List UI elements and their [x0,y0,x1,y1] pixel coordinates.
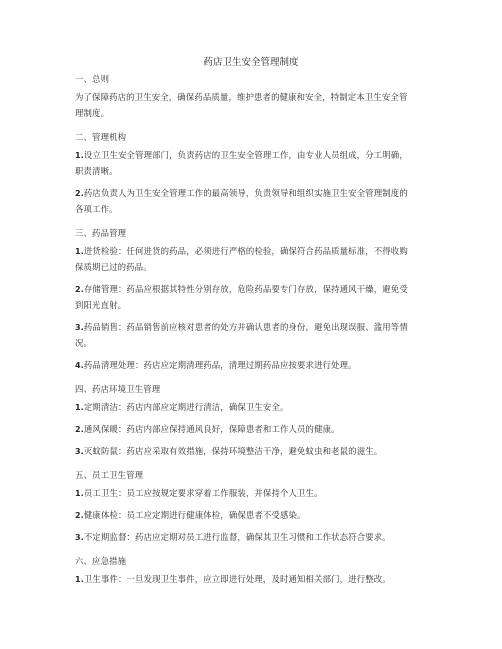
line-text: 为了保障药店的卫生安全，确保药品质量，维护患者的健康和安全，特制定本卫生安全管 [75,92,408,102]
list-number: 3. [75,323,84,332]
text-line [75,319,433,336]
line-text: 药品销售：药品销售前应核对患者的处方并确认患者的身份，避免出现误服、滥用等情 [83,322,408,332]
text-line [75,185,433,202]
line-text: 六、应急措施 [75,556,127,566]
list-number: 1. [75,247,84,256]
list-number: 2. [75,425,84,434]
text-line [75,105,433,121]
text-line [75,243,433,260]
text-line [75,259,433,275]
line-text: 四、药店环境卫生管理 [75,384,161,394]
line-text: 各项工作。 [75,204,118,214]
list-number: 2. [75,285,84,294]
text-line [75,89,433,105]
line-text: 健康体检：员工应定期进行健康体检，确保患者不受感染。 [83,510,306,520]
line-text: 员工卫生：员工应按规定要求穿着工作服装，并保持个人卫生。 [83,488,323,498]
text-line [75,335,433,351]
line-text: 职责清晰。 [75,166,118,176]
list-number: 1. [75,575,84,584]
text-line [75,201,433,217]
text-line [75,571,433,588]
text-line [75,71,433,87]
text-line [75,529,433,546]
line-text: 况。 [75,338,93,348]
line-text: 五、员工卫生管理 [75,470,144,480]
text-line [75,507,433,524]
document-title: 药店卫生安全管理制度 [203,57,299,68]
line-text: 一、总则 [75,74,110,84]
text-line [75,553,433,569]
list-number: 1. [75,151,84,160]
line-text: 进货检验：任何进货的药品，必须进行严格的检验，确保符合药品质量标准，不得收购 [83,246,408,256]
line-text: 存储管理：药品应根据其特性分别存放，危险药品要专门存放，保持通风干燥，避免受 [83,284,408,294]
text-line [75,357,433,374]
text-line [75,421,433,438]
line-text: 药店负责人为卫生安全管理工作的最高领导，负责领导和组织实施卫生安全管理制度的 [83,188,408,198]
list-number: 2. [75,189,84,198]
line-text: 设立卫生安全管理部门，负责药店的卫生安全管理工作，由专业人员组成，分工明确， [83,150,408,160]
text-line [75,297,433,313]
line-text: 三、药品管理 [75,228,127,238]
text-line [75,467,433,483]
text-line [75,443,433,460]
text-line [75,225,433,241]
list-number: 2. [75,511,84,520]
text-line [75,163,433,179]
line-text: 保质期已过的药品。 [75,262,152,272]
list-number: 1. [75,403,84,412]
line-text: 药品清理处理：药店应定期清理药品，清理过期药品应按要求进行处理。 [83,360,357,370]
list-number: 4. [75,361,84,370]
list-number: 3. [75,533,84,542]
line-text: 卫生事件：一旦发现卫生事件，应立即进行处理，及时通知相关部门，进行整改。 [83,574,391,584]
list-number: 1. [75,489,84,498]
text-line [75,147,433,164]
line-text: 到阳光直射。 [75,300,127,310]
line-text: 通风保暖：药店内部应保持通风良好，保障患者和工作人员的健康。 [83,424,340,434]
text-line [75,281,433,298]
line-text: 不定期监督：药店应定期对员工进行监督，确保其卫生习惯和工作状态符合要求。 [83,532,391,542]
text-line [75,129,433,145]
text-line [75,381,433,397]
line-text: 二、管理机构 [75,132,127,142]
text-line [75,399,433,416]
line-text: 定期清洁：药店内部应定期进行清洁，确保卫生安全。 [83,402,289,412]
list-number: 3. [75,447,84,456]
line-text: 理制度。 [75,108,110,118]
line-text: 灭蚊防鼠：药店应采取有效措施，保持环境整洁干净，避免蚊虫和老鼠的滋生。 [83,446,383,456]
text-line [75,485,433,502]
